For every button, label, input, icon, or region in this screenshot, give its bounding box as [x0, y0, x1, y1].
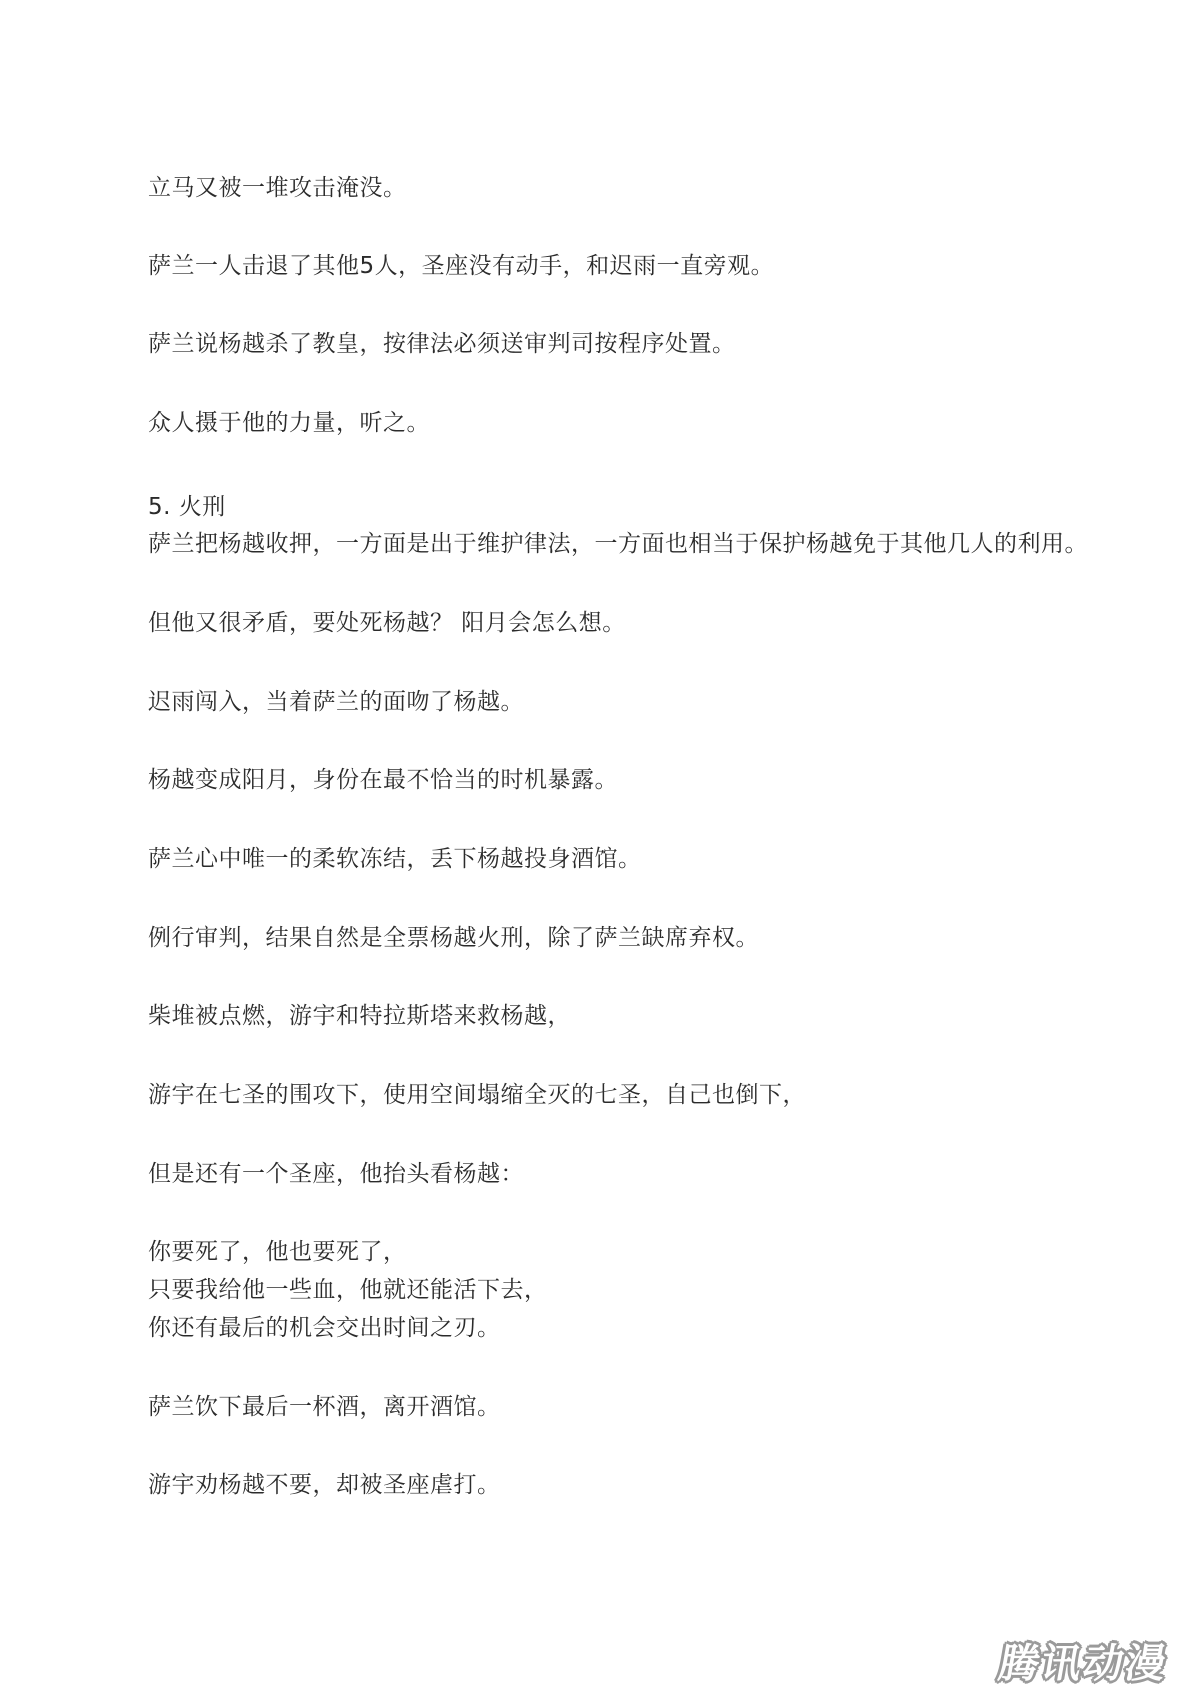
paragraph: 众人摄于他的力量，听之。 — [148, 410, 430, 436]
section-heading: 5. 火刑 — [148, 494, 226, 520]
tencent-comics-watermark — [979, 1634, 1188, 1686]
paragraph: 你还有最后的机会交出时间之刃。 — [148, 1315, 501, 1341]
paragraph: 萨兰一人击退了其他5人，圣座没有动手，和迟雨一直旁观。 — [148, 253, 775, 279]
paragraph: 游宇劝杨越不要，却被圣座虐打。 — [148, 1472, 501, 1498]
paragraph: 杨越变成阳月，身份在最不恰当的时机暴露。 — [148, 767, 618, 793]
paragraph: 但是还有一个圣座，他抬头看杨越： — [148, 1161, 524, 1187]
paragraph: 立马又被一堆攻击淹没。 — [148, 175, 407, 201]
paragraph: 你要死了，他也要死了， — [148, 1239, 407, 1265]
paragraph: 柴堆被点燃，游宇和特拉斯塔来救杨越， — [148, 1003, 571, 1029]
watermark-text: 腾讯动漫 — [995, 1640, 1172, 1687]
paragraph: 萨兰饮下最后一杯酒，离开酒馆。 — [148, 1394, 501, 1420]
paragraph: 但他又很矛盾，要处死杨越？ 阳月会怎么想。 — [148, 610, 626, 636]
paragraph: 例行审判，结果自然是全票杨越火刑，除了萨兰缺席弃权。 — [148, 925, 759, 951]
paragraph: 萨兰说杨越杀了教皇，按律法必须送审判司按程序处置。 — [148, 331, 736, 357]
paragraph: 游宇在七圣的围攻下，使用空间塌缩全灭的七圣，自己也倒下， — [148, 1082, 806, 1108]
paragraph: 只要我给他一些血，他就还能活下去， — [148, 1277, 548, 1303]
paragraph: 萨兰把杨越收押，一方面是出于维护律法，一方面也相当于保护杨越免于其他几人的利用。 — [148, 531, 1088, 557]
paragraph: 迟雨闯入，当着萨兰的面吻了杨越。 — [148, 689, 524, 715]
paragraph: 萨兰心中唯一的柔软冻结，丢下杨越投身酒馆。 — [148, 846, 642, 872]
